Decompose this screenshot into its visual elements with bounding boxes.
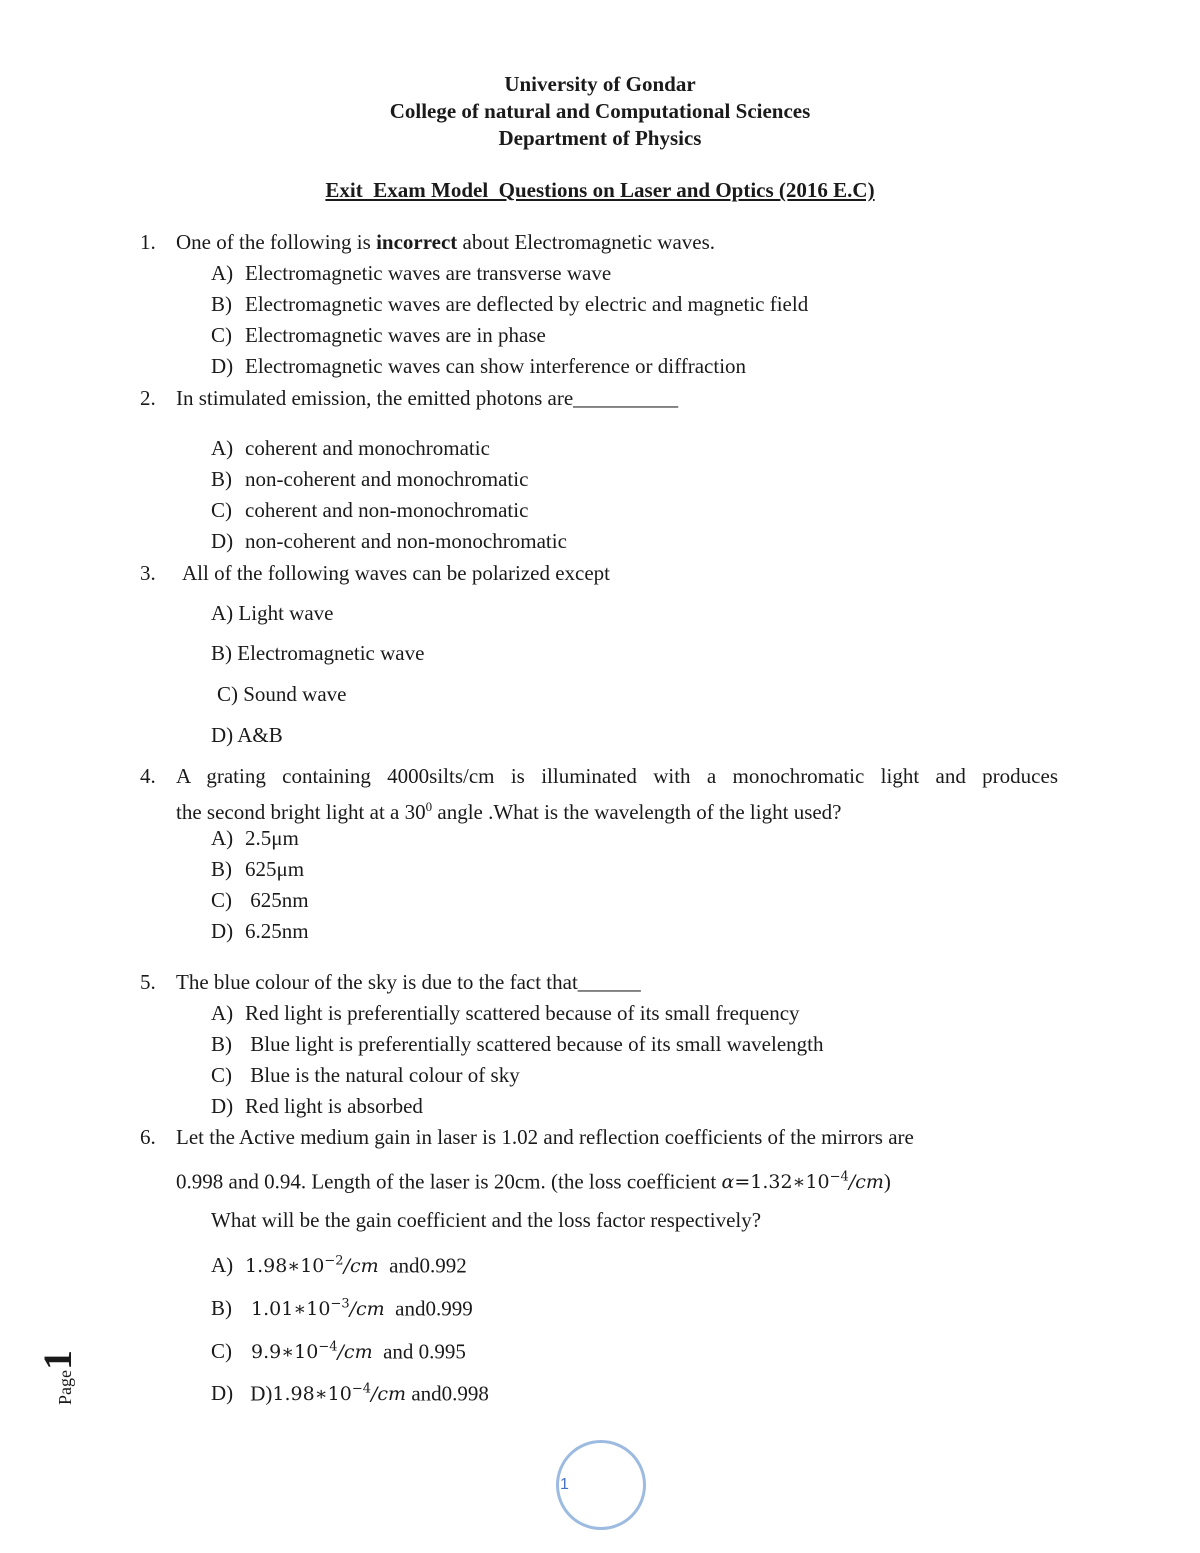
question-4-line-2-pre: the second bright light at a 30 <box>176 800 426 824</box>
option-text: Red light is preferentially scattered because of its small frequency <box>245 1001 800 1025</box>
option-label: B) <box>211 857 232 881</box>
question-6-line-3: What will be the gain coefficient and the loss factor respectively? <box>211 1208 762 1232</box>
formula-mantissa: 1.98∗10 <box>245 1255 325 1278</box>
option-text: Electromagnetic waves are in phase <box>245 323 546 347</box>
formula-unit: /cm <box>349 1298 385 1321</box>
option-text: Blue is the natural colour of sky <box>245 1063 520 1087</box>
option-label: D) <box>211 919 234 943</box>
question-number: 3. <box>140 561 156 585</box>
option-text: Electromagnetic waves are deflected by electric and magnetic field <box>245 292 809 316</box>
department-name: Department of Physics <box>498 126 702 150</box>
question-6-line-2-pre: 0.998 and 0.94. Length of the laser is 20cm. (the loss coefficient <box>176 1169 722 1194</box>
question-6-line-1: Let the Active medium gain in laser is 1.02 and reflection coefficients of the mirrors are <box>176 1125 914 1149</box>
formula-exponent: −4 <box>318 1340 338 1355</box>
question-3-text: All of the following waves can be polarized except <box>182 561 611 585</box>
formula-unit: /cm <box>371 1383 407 1406</box>
alpha-value: =1.32∗10 <box>734 1171 830 1194</box>
option-text: non-coherent and non-monochromatic <box>245 529 567 553</box>
q4-option-c[interactable] <box>211 887 309 913</box>
q3-option-d[interactable]: D) A&B <box>211 723 283 747</box>
degree-superscript: 0 <box>425 799 433 814</box>
option-text: 625nm <box>245 888 309 912</box>
q5-option-d[interactable] <box>211 1093 423 1119</box>
page-digit: 1 <box>35 1350 80 1370</box>
q4-option-b[interactable] <box>211 856 304 882</box>
option-text: Electromagnetic waves can show interference or diffraction <box>245 354 747 378</box>
q3-option-a[interactable]: A) Light wave <box>211 601 334 625</box>
question-6-line-2-post: ) <box>883 1169 891 1194</box>
option-text: coherent and monochromatic <box>245 436 490 460</box>
option-label: B) <box>211 1296 232 1321</box>
formula-unit: /cm <box>337 1341 373 1364</box>
question-1-bold: incorrect <box>376 230 458 254</box>
option-label: C) <box>211 498 232 522</box>
option-text: Blue light is preferentially scattered because of its small wavelength <box>245 1032 824 1056</box>
question-2-text: In stimulated emission, the emitted photons are__________ <box>176 386 679 410</box>
question-number: 1. <box>140 230 156 254</box>
q5-option-b[interactable] <box>211 1031 823 1057</box>
side-page-number <box>35 1330 88 1410</box>
option-label: A) <box>211 436 234 460</box>
option-label: D) <box>211 529 234 553</box>
q2-option-d[interactable] <box>211 528 567 554</box>
option-label: A) <box>211 1001 234 1025</box>
q1-option-a[interactable] <box>211 260 611 286</box>
option-tail: and 0.995 <box>372 1339 466 1364</box>
option-tail: and0.998 <box>406 1381 489 1406</box>
option-label: A) <box>211 826 234 850</box>
q1-option-c[interactable] <box>211 322 546 348</box>
option-label: D) <box>211 354 234 378</box>
question-1-pre: One of the following is <box>176 230 377 254</box>
alpha-exponent: −4 <box>829 1170 849 1185</box>
option-label: B) <box>211 467 232 491</box>
formula-exponent: −4 <box>351 1382 371 1397</box>
q6-option-a[interactable] <box>211 1249 467 1279</box>
question-4-line-1: A grating containing 4000silts/cm is illuminated with a monochromatic light and produces <box>176 764 1058 788</box>
question-4-line-2 <box>176 794 842 825</box>
q5-option-c[interactable] <box>211 1062 520 1088</box>
alpha-unit: /cm <box>848 1171 884 1194</box>
option-label: C) <box>211 1339 232 1364</box>
option-prefix: D) <box>245 1381 273 1406</box>
q5-option-a[interactable] <box>211 1000 800 1026</box>
q6-option-d[interactable] <box>211 1377 489 1407</box>
university-name: University of Gondar <box>504 72 696 96</box>
option-text: Electromagnetic waves are transverse wave <box>245 261 612 285</box>
option-tail: and0.992 <box>378 1253 467 1278</box>
option-label: B) <box>211 292 232 316</box>
question-1-post: about Electromagnetic waves. <box>457 230 716 254</box>
option-text: coherent and non-monochromatic <box>245 498 529 522</box>
option-label: A) <box>211 261 234 285</box>
question-number: 5. <box>140 970 156 994</box>
q2-option-c[interactable] <box>211 497 528 523</box>
q6-option-c[interactable] <box>211 1335 466 1365</box>
q3-option-c[interactable]: C) Sound wave <box>217 682 347 706</box>
option-label: C) <box>211 1063 232 1087</box>
option-formula <box>245 1255 379 1277</box>
option-label: A) <box>211 1253 234 1278</box>
option-label: D) <box>211 1381 234 1406</box>
formula-unit: /cm <box>343 1255 379 1278</box>
q6-option-b[interactable] <box>211 1292 473 1322</box>
option-formula <box>245 1298 385 1320</box>
question-1-text <box>176 229 715 255</box>
option-text: 2.5μm <box>245 826 299 850</box>
question-number: 2. <box>140 386 156 410</box>
q1-option-d[interactable] <box>211 353 746 379</box>
exam-title: Exit Exam Model Questions on Laser and Optics (2016 E.C) <box>325 178 875 202</box>
option-text: Red light is absorbed <box>245 1094 423 1118</box>
q2-option-b[interactable] <box>211 466 528 492</box>
question-number: 6. <box>140 1125 156 1149</box>
q4-option-d[interactable] <box>211 918 309 944</box>
loss-coefficient-formula <box>721 1171 883 1193</box>
option-text: 625μm <box>245 857 305 881</box>
question-4-line-2-post: angle .What is the wavelength of the light used? <box>432 800 842 824</box>
option-formula <box>272 1383 406 1405</box>
alpha-symbol: α <box>721 1171 735 1194</box>
page-number-circle <box>556 1440 646 1530</box>
formula-exponent: −2 <box>324 1254 344 1269</box>
option-text: 6.25nm <box>245 919 309 943</box>
question-6-line-2 <box>176 1165 891 1195</box>
page-word: Page <box>55 1370 75 1405</box>
option-tail: and0.999 <box>384 1296 473 1321</box>
q3-option-b[interactable]: B) Electromagnetic wave <box>211 641 425 665</box>
option-label: D) <box>211 1094 234 1118</box>
q2-option-a[interactable] <box>211 435 490 461</box>
question-5-text: The blue colour of the sky is due to the fact that______ <box>176 970 641 994</box>
option-label: B) <box>211 1032 232 1056</box>
page-number-circle-text: 1 <box>560 1476 569 1493</box>
question-number: 4. <box>140 764 156 788</box>
q4-option-a[interactable] <box>211 825 299 851</box>
option-label: C) <box>211 888 232 912</box>
option-text: non-coherent and monochromatic <box>245 467 529 491</box>
formula-mantissa: 9.9∗10 <box>245 1341 319 1364</box>
college-name: College of natural and Computational Sciences <box>389 99 811 123</box>
formula-exponent: −3 <box>330 1297 350 1312</box>
option-formula <box>245 1341 373 1363</box>
formula-mantissa: 1.98∗10 <box>272 1383 352 1406</box>
side-page-number-text <box>34 1350 81 1405</box>
q1-option-b[interactable] <box>211 291 808 317</box>
option-label: C) <box>211 323 232 347</box>
formula-mantissa: 1.01∗10 <box>245 1298 331 1321</box>
